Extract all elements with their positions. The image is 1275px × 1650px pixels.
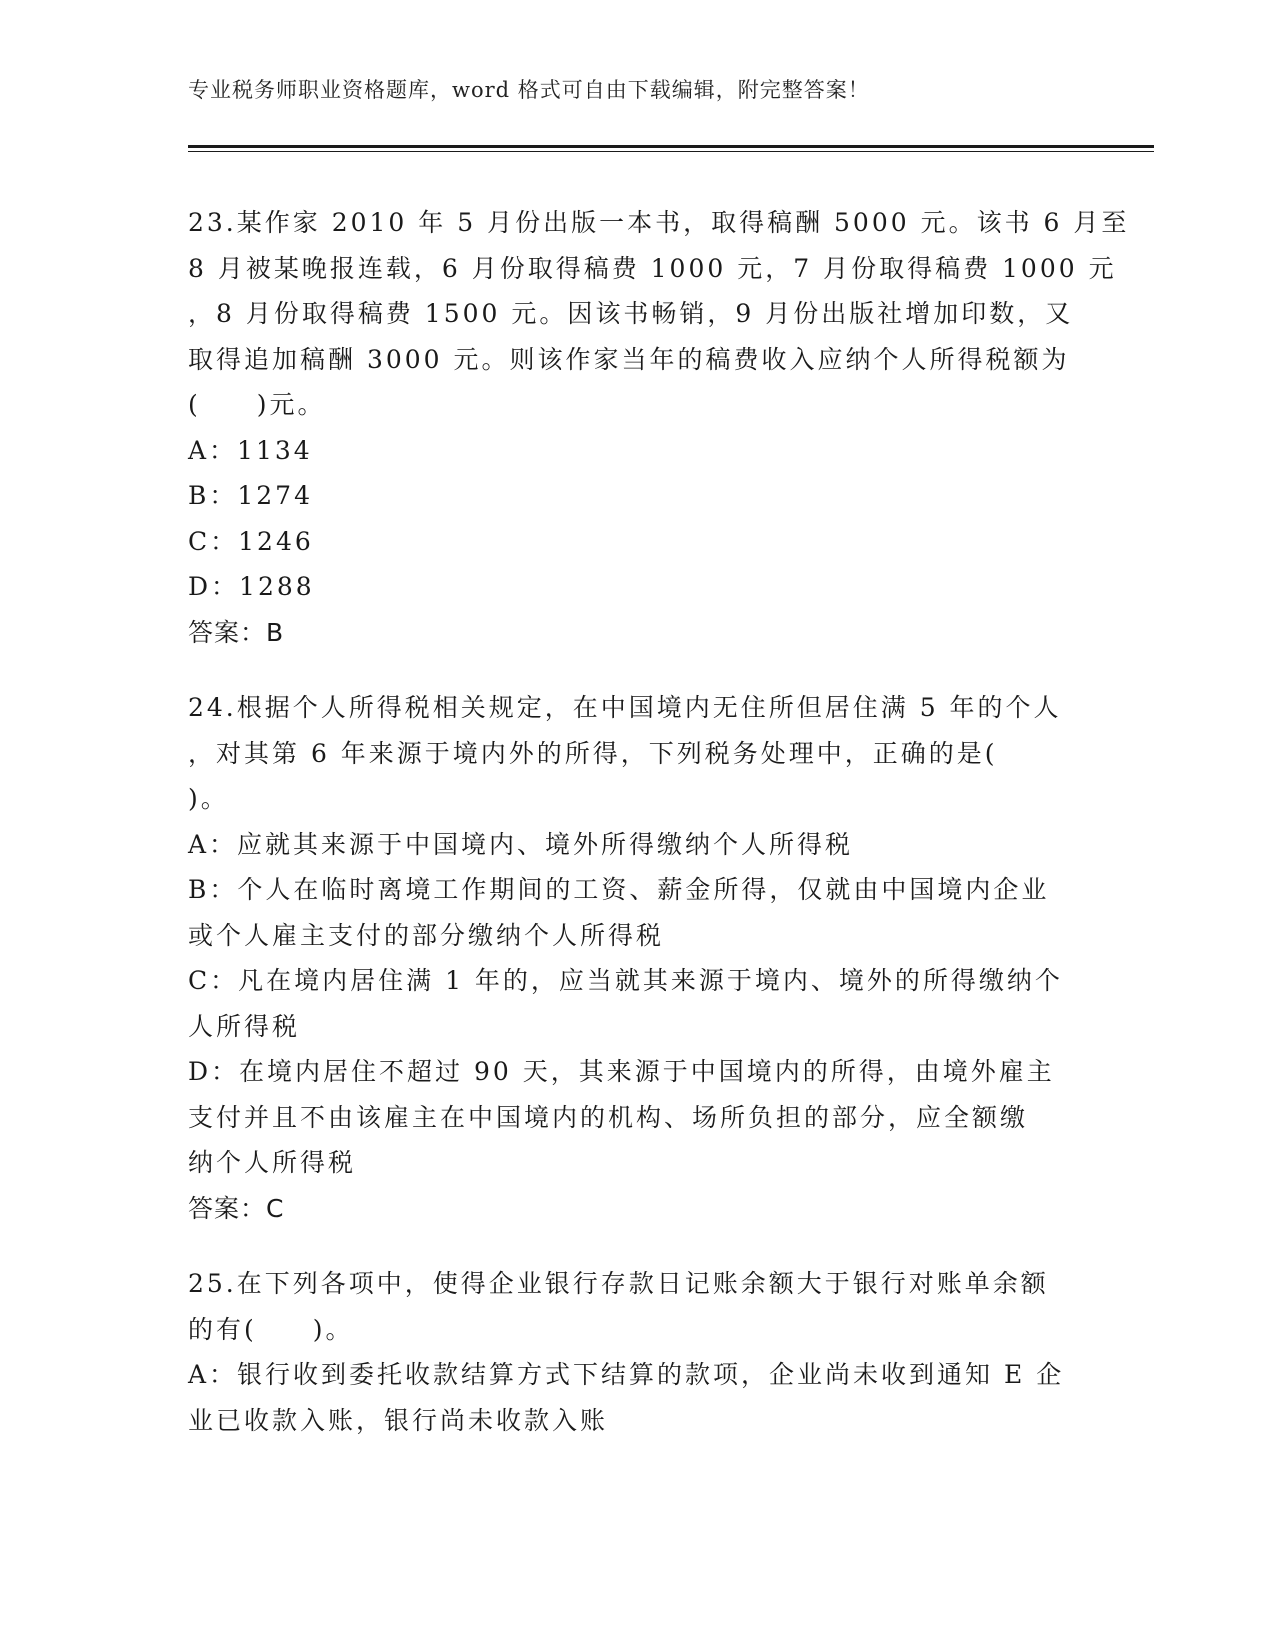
question-25 bbox=[188, 1261, 1068, 1443]
option-b: B：个人在临时离境工作期间的工资、薪金所得，仅就由中国境内企业 bbox=[188, 875, 1050, 904]
header-rule-thin bbox=[188, 151, 1154, 152]
question-stem-line: 8 月被某晚报连载，6 月份取得稿费 1000 元，7 月份取得稿费 1000 元 bbox=[188, 253, 1117, 283]
header-rule-thick bbox=[188, 145, 1154, 148]
question-23 bbox=[188, 200, 1130, 655]
option-b: B：1274 bbox=[188, 481, 313, 510]
question-24 bbox=[188, 685, 1068, 1231]
option-a: A：银行收到委托收款结算方式下结算的款项，企业尚未收到通知 E 企 bbox=[188, 1360, 1065, 1389]
answer-label: 答案：B bbox=[188, 617, 285, 647]
question-stem-line: ( )元。 bbox=[188, 390, 326, 419]
page-header: 专业税务师职业资格题库，word 格式可自由下载编辑，附完整答案！ bbox=[188, 78, 870, 102]
option-c: C：1246 bbox=[188, 526, 314, 556]
question-stem-line: 取得追加稿酬 3000 元。则该作家当年的稿费收入应纳个人所得税额为 bbox=[188, 344, 1070, 374]
question-stem-line: 25.在下列各项中，使得企业银行存款日记账余额大于银行对账单余额 bbox=[188, 1269, 1049, 1298]
option-a-cont: 业已收款入账，银行尚未收款入账 bbox=[188, 1405, 609, 1435]
option-d: D：1288 bbox=[188, 572, 315, 601]
question-stem-line: 23.某作家 2010 年 5 月份出版一本书，取得稿酬 5000 元。该书 6 月至 bbox=[188, 208, 1130, 237]
option-d: D：在境内居住不超过 90 天，其来源于中国境内的所得，由境外雇主 bbox=[188, 1057, 1055, 1086]
option-d-cont: 纳个人所得税 bbox=[188, 1148, 357, 1177]
question-stem-line: ，8 月份取得稿费 1500 元。因该书畅销，9 月份出版社增加印数，又 bbox=[188, 299, 1074, 328]
question-stem-line: ，对其第 6 年来源于境内外的所得，下列税务处理中，正确的是( bbox=[188, 738, 998, 768]
option-c: C：凡在境内居住满 1 年的，应当就其来源于境内、境外的所得缴纳个 bbox=[188, 966, 1063, 995]
answer-label: 答案：C bbox=[188, 1193, 285, 1223]
question-list bbox=[188, 200, 1130, 1473]
option-d-cont: 支付并且不由该雇主在中国境内的机构、场所负担的部分，应全额缴 bbox=[188, 1102, 1029, 1132]
option-a: A：1134 bbox=[188, 435, 313, 465]
option-b-cont: 或个人雇主支付的部分缴纳个人所得税 bbox=[188, 920, 665, 950]
option-c-cont: 人所得税 bbox=[188, 1011, 301, 1041]
question-stem-line: )。 bbox=[188, 784, 229, 813]
option-a: A：应就其来源于中国境内、境外所得缴纳个人所得税 bbox=[188, 829, 854, 859]
question-stem-line: 的有( )。 bbox=[188, 1314, 354, 1344]
question-stem-line: 24.根据个人所得税相关规定，在中国境内无住所但居住满 5 年的个人 bbox=[188, 693, 1062, 722]
